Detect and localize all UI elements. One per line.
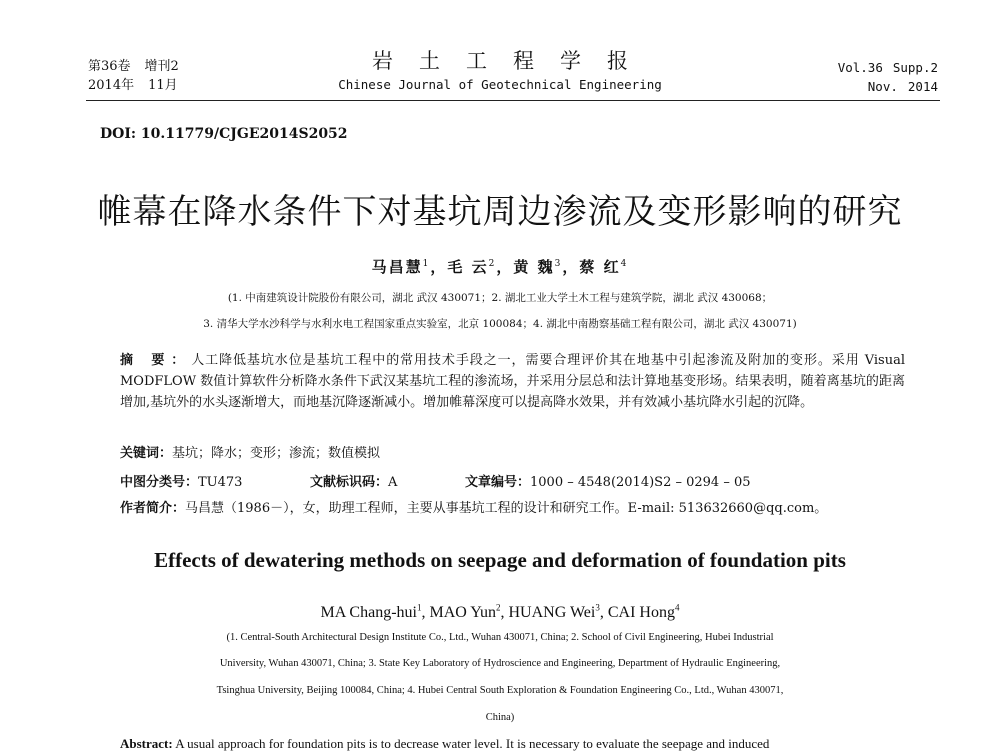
author-bio-text: 马昌慧（1986－），女，助理工程师，主要从事基坑工程的设计和研究工作。E-mail: 513632660@qq.com。: [185, 501, 828, 516]
author-cn: 马昌慧$^1$，: [371, 258, 448, 276]
month-label: 11月: [148, 78, 178, 93]
author-cn: 蔡 红$^4$: [579, 258, 629, 276]
author-bio-label: 作者简介：: [120, 501, 186, 516]
abstract-en: [120, 736, 769, 752]
volume-label: 第36卷: [88, 59, 131, 74]
affiliation-en-line: China): [485, 712, 515, 723]
header-volume-info-en: [838, 58, 938, 96]
abstract-cn-text: 人工降低基坑水位是基坑工程中的常用技术手段之一，需要合理评价其在地基中引起渗流及附加的变形。采用 Visual MODFLOW 数值计算软件分析降水条件下武汉某基坑工程的渗流场，并采用分层总和法计算地基变形场。结果表明，随着离基坑的距离增加,基坑外的水头逐渐增大，而地基沉降逐渐减小。增加帷幕深度可以提高降水效果，并有效减小基坑降水引起的沉降。: [120, 353, 905, 410]
journal-title-en: Chinese Journal of Geotechnical Engineering: [338, 77, 662, 92]
abstract-cn-label: 摘 要：: [120, 353, 192, 368]
author-cn: 毛 云$^2$，: [447, 258, 514, 276]
author-en: MA Chang-hui$^1$,: [320, 603, 430, 622]
author-en: HUANG Wei$^3$,: [508, 603, 608, 622]
paper-title-cn: 帷幕在降水条件下对基坑周边渗流及变形影响的研究: [97, 192, 903, 232]
document-code: 文献标识码：A: [310, 475, 398, 490]
journal-title-cn: 岩土工程学报: [372, 49, 654, 73]
author-cn: 黄 魏$^3$，: [513, 258, 580, 276]
supplement-en: Supp.2: [892, 60, 938, 75]
keywords-cn-text: 基坑；降水；变形；渗流；数值模拟: [172, 446, 381, 461]
paper-title-en: Effects of dewatering methods on seepage and deformation of foundation pits: [154, 548, 846, 572]
author-en: CAI Hong$^4$: [607, 603, 680, 622]
authors-cn: [0, 256, 1000, 277]
year-en: 2014: [907, 79, 938, 94]
keywords-cn: [120, 442, 380, 461]
affiliation-en-line: (1. Central-South Architectural Design Institute Co., Ltd., Wuhan 430071, China; 2. School of Civil Engineering, Hubei Industrial: [226, 632, 774, 643]
doi: DOI: 10.11779/CJGE2014S2052: [100, 126, 348, 142]
authors-en: [0, 603, 1000, 622]
keywords-cn-label: 关键词：: [120, 446, 173, 461]
abstract-cn: [120, 350, 905, 413]
article-number: 文章编号：1000 – 4548(2014)S2 – 0294 – 05: [465, 475, 751, 490]
author-en: MAO Yun$^2$,: [429, 603, 509, 622]
month-en: Nov.: [867, 79, 898, 94]
affiliation-en-line: University, Wuhan 430071, China; 3. State Key Laboratory of Hydroscience and Engineering, Department of Hydraulic Engineering,: [219, 658, 781, 669]
abstract-en-text: A usual approach for foundation pits is to decrease water level. It is necessary to evaluate the seepage and induced: [175, 736, 770, 751]
supplement-label: 增刊2: [144, 59, 179, 74]
affiliation-en-line: Tsinghua University, Beijing 100084, China; 4. Hubei Central South Exploration & Foundation Engineering Co., Ltd., Wuhan 430071,: [216, 685, 784, 696]
year-label: 2014年: [88, 78, 135, 93]
classification-number: 中图分类号：TU473: [120, 475, 243, 490]
header-divider: [86, 100, 940, 101]
affiliation-cn-line: (1. 中南建筑设计院股份有限公司，湖北 武汉 430071；2. 湖北工业大学土木工程与建筑学院，湖北 武汉 430068；: [227, 292, 773, 304]
abstract-en-label: Abstract:: [120, 736, 173, 751]
volume-en: Vol.36: [837, 60, 883, 75]
affiliation-cn-line: 3. 清华大学水沙科学与水利水电工程国家重点实验室，北京 100084；4. 湖北中南勘察基础工程有限公司，湖北 武汉 430071): [203, 318, 797, 330]
author-bio: [120, 497, 827, 516]
